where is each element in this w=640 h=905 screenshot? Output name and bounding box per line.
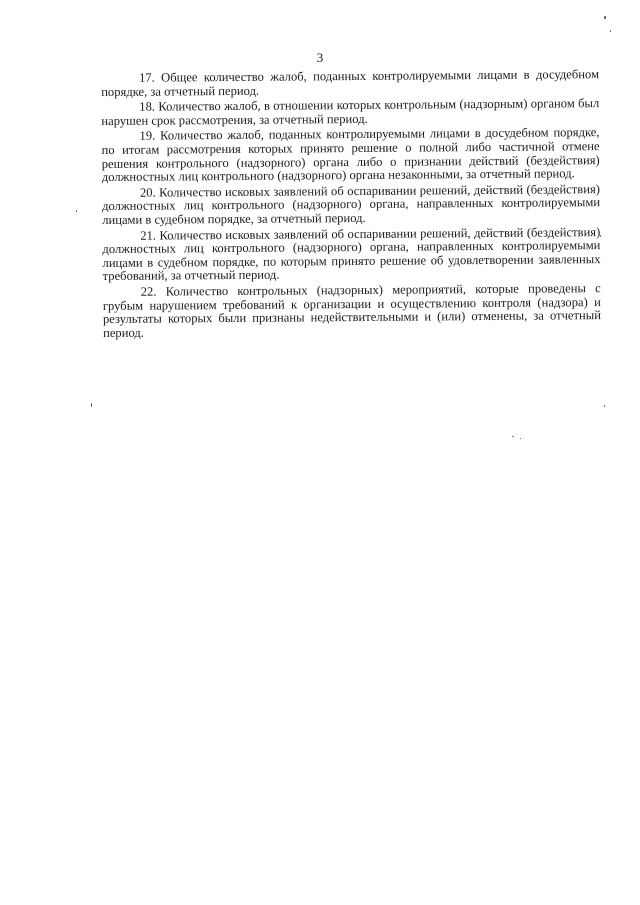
paragraph-17: 17. Общее количество жалоб, поданных контролируемыми лицами в досудебном порядке, за отчетный период. [101,67,600,99]
scan-speck [520,438,521,439]
paragraph-19: 19. Количество жалоб, поданных контролируемыми лицами в досудебном порядке, по итогам рассмотрения которых принято решение о полной либо частичной отмене решения контрольного (надзорного) органа либо о признании действий (бездействия) должностных лиц контрольного (надзорного) органа незаконными, за отчетный период. [101,125,600,185]
paragraph-21: 21. Количество исковых заявлений об оспаривании решений, действий (бездействия) должностных лиц контрольного (надзорного) органа, направленных контролируемыми лицами в судебном порядке, по которым принято решение об удовлетворении заявленных требований, за отчетный период. [102,224,601,284]
paragraph-22: 22. Количество контрольных (надзорных) мероприятий, которые проведены с грубым нарушением требований к организации и осуществлению контроля (надзора) и результаты которых были признаны недействительными и (или) отменены, за отчетный период. [102,280,601,340]
document-body [101,68,601,342]
scan-speck [610,30,611,32]
paragraph-20: 20. Количество исковых заявлений об оспаривании решений, действий (бездействия) должностных лиц контрольного (надзорного) органа, направленных контролируемыми лицами в судебном порядке, за отчетный период. [102,181,601,227]
scan-speck [604,405,605,407]
page-number: 3 [316,50,324,65]
scan-speck [512,436,514,437]
paragraph-18: 18. Количество жалоб, в отношении которых контрольным (надзорным) органом был нарушен срок рассмотрения, за отчетный период. [101,96,600,128]
scan-speck [604,16,606,19]
scan-speck [600,235,601,237]
scan-speck [91,403,92,407]
scan-speck [76,210,77,212]
